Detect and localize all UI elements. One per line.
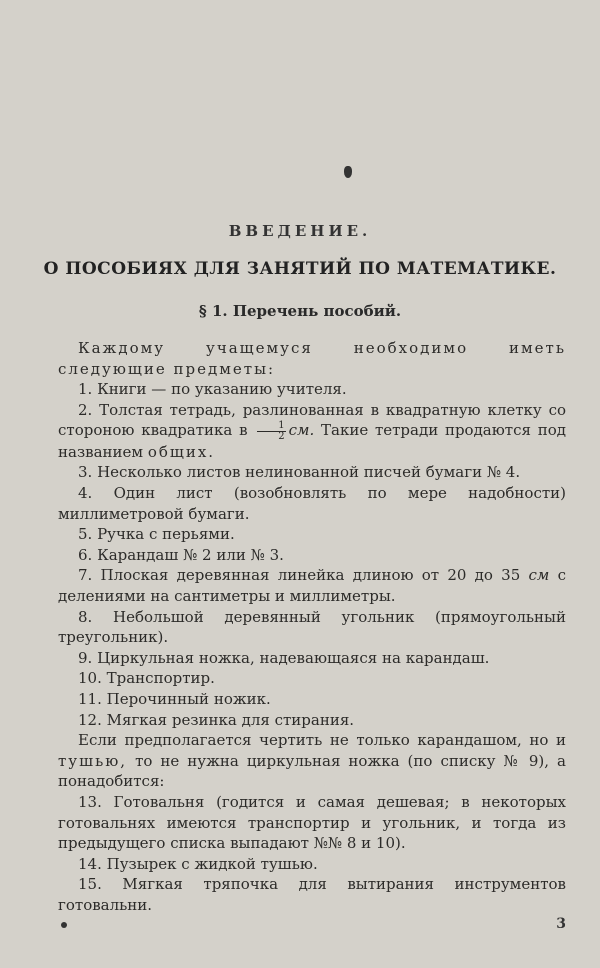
list-item-10: 10. Транспортир. (78, 669, 215, 688)
section-title: § 1. Перечень пособий. (198, 302, 402, 320)
unit-cm-2: см (528, 566, 550, 585)
fraction-denominator: 2 (278, 430, 285, 442)
unit-cm: см. (288, 421, 315, 440)
note-text-a: Если предполагается чертить не только карандашом, но и (78, 731, 566, 750)
body-text (58, 338, 566, 916)
list-item-9: 9. Циркульная ножка, надевающаяся на карандаш. (78, 648, 490, 667)
list-item-13: 13. Готовальня (годится и самая дешевая; в некоторых готовальнях имеются транспортир и угольник, и тогда из предыдущего списка выпадают №№ 8 и 10). (58, 792, 566, 853)
list-item-6: 6. Карандаш № 2 или № 3. (78, 545, 284, 564)
intro-paragraph: Каждому учащемуся необходимо иметь следующие предметы: (58, 339, 566, 378)
list-item-1: 1. Книги — по указанию учителя. (78, 380, 347, 399)
list-item-2-text-c: общих. (147, 442, 216, 461)
list-item-12: 12. Мягкая резинка для стирания. (78, 710, 355, 729)
ink-dot (61, 922, 67, 928)
section-label: ВВЕДЕНИЕ. (228, 222, 372, 240)
list-item-2 (58, 400, 566, 463)
list-item-7-text-a: 7. Плоская деревянная линейка длиною от 20 до 35 (78, 566, 521, 585)
list-item-8: 8. Небольшой деревянный угольник (прямоугольный треугольник). (58, 607, 566, 647)
list-item-14: 14. Пузырек с жидкой тушью. (78, 854, 318, 873)
list-item-2-text-a: 2. Толстая тетрадь, разлинованная в квадратную клетку со стороною квадратика в (58, 400, 566, 440)
list-item-2-text-b: Такие тетради продаются под названием (58, 421, 566, 461)
list-item-11: 11. Перочинный ножик. (78, 690, 271, 708)
ink-mark (344, 166, 352, 178)
list-item-5: 5. Ручка с перьями. (78, 525, 235, 544)
note-text-b: то не нужна циркульная ножка (по списку № 9), а понадобится: (58, 751, 566, 791)
list-item-7-text-b: с делениями на сантиметры и миллиметры. (58, 566, 567, 606)
list-item-4: 4. Один лист (возобновлять по мере надобности) миллиметровой бумаги. (58, 484, 566, 523)
fraction-half (257, 421, 285, 442)
list-item-3: 3. Несколько листов нелинованной писчей бумаги № 4. (78, 463, 521, 482)
list-item-7 (58, 565, 566, 606)
note-paragraph (58, 730, 566, 792)
chapter-title: О ПОСОБИЯХ ДЛЯ ЗАНЯТИЙ ПО МАТЕМАТИКЕ. (43, 259, 557, 279)
list-item-15: 15. Мягкая тряпочка для вытирания инструментов готовальни. (58, 875, 566, 914)
page-number: 3 (556, 916, 566, 932)
fraction-numerator: 1 (257, 421, 285, 432)
note-text-spaced: тушью, (58, 751, 128, 770)
